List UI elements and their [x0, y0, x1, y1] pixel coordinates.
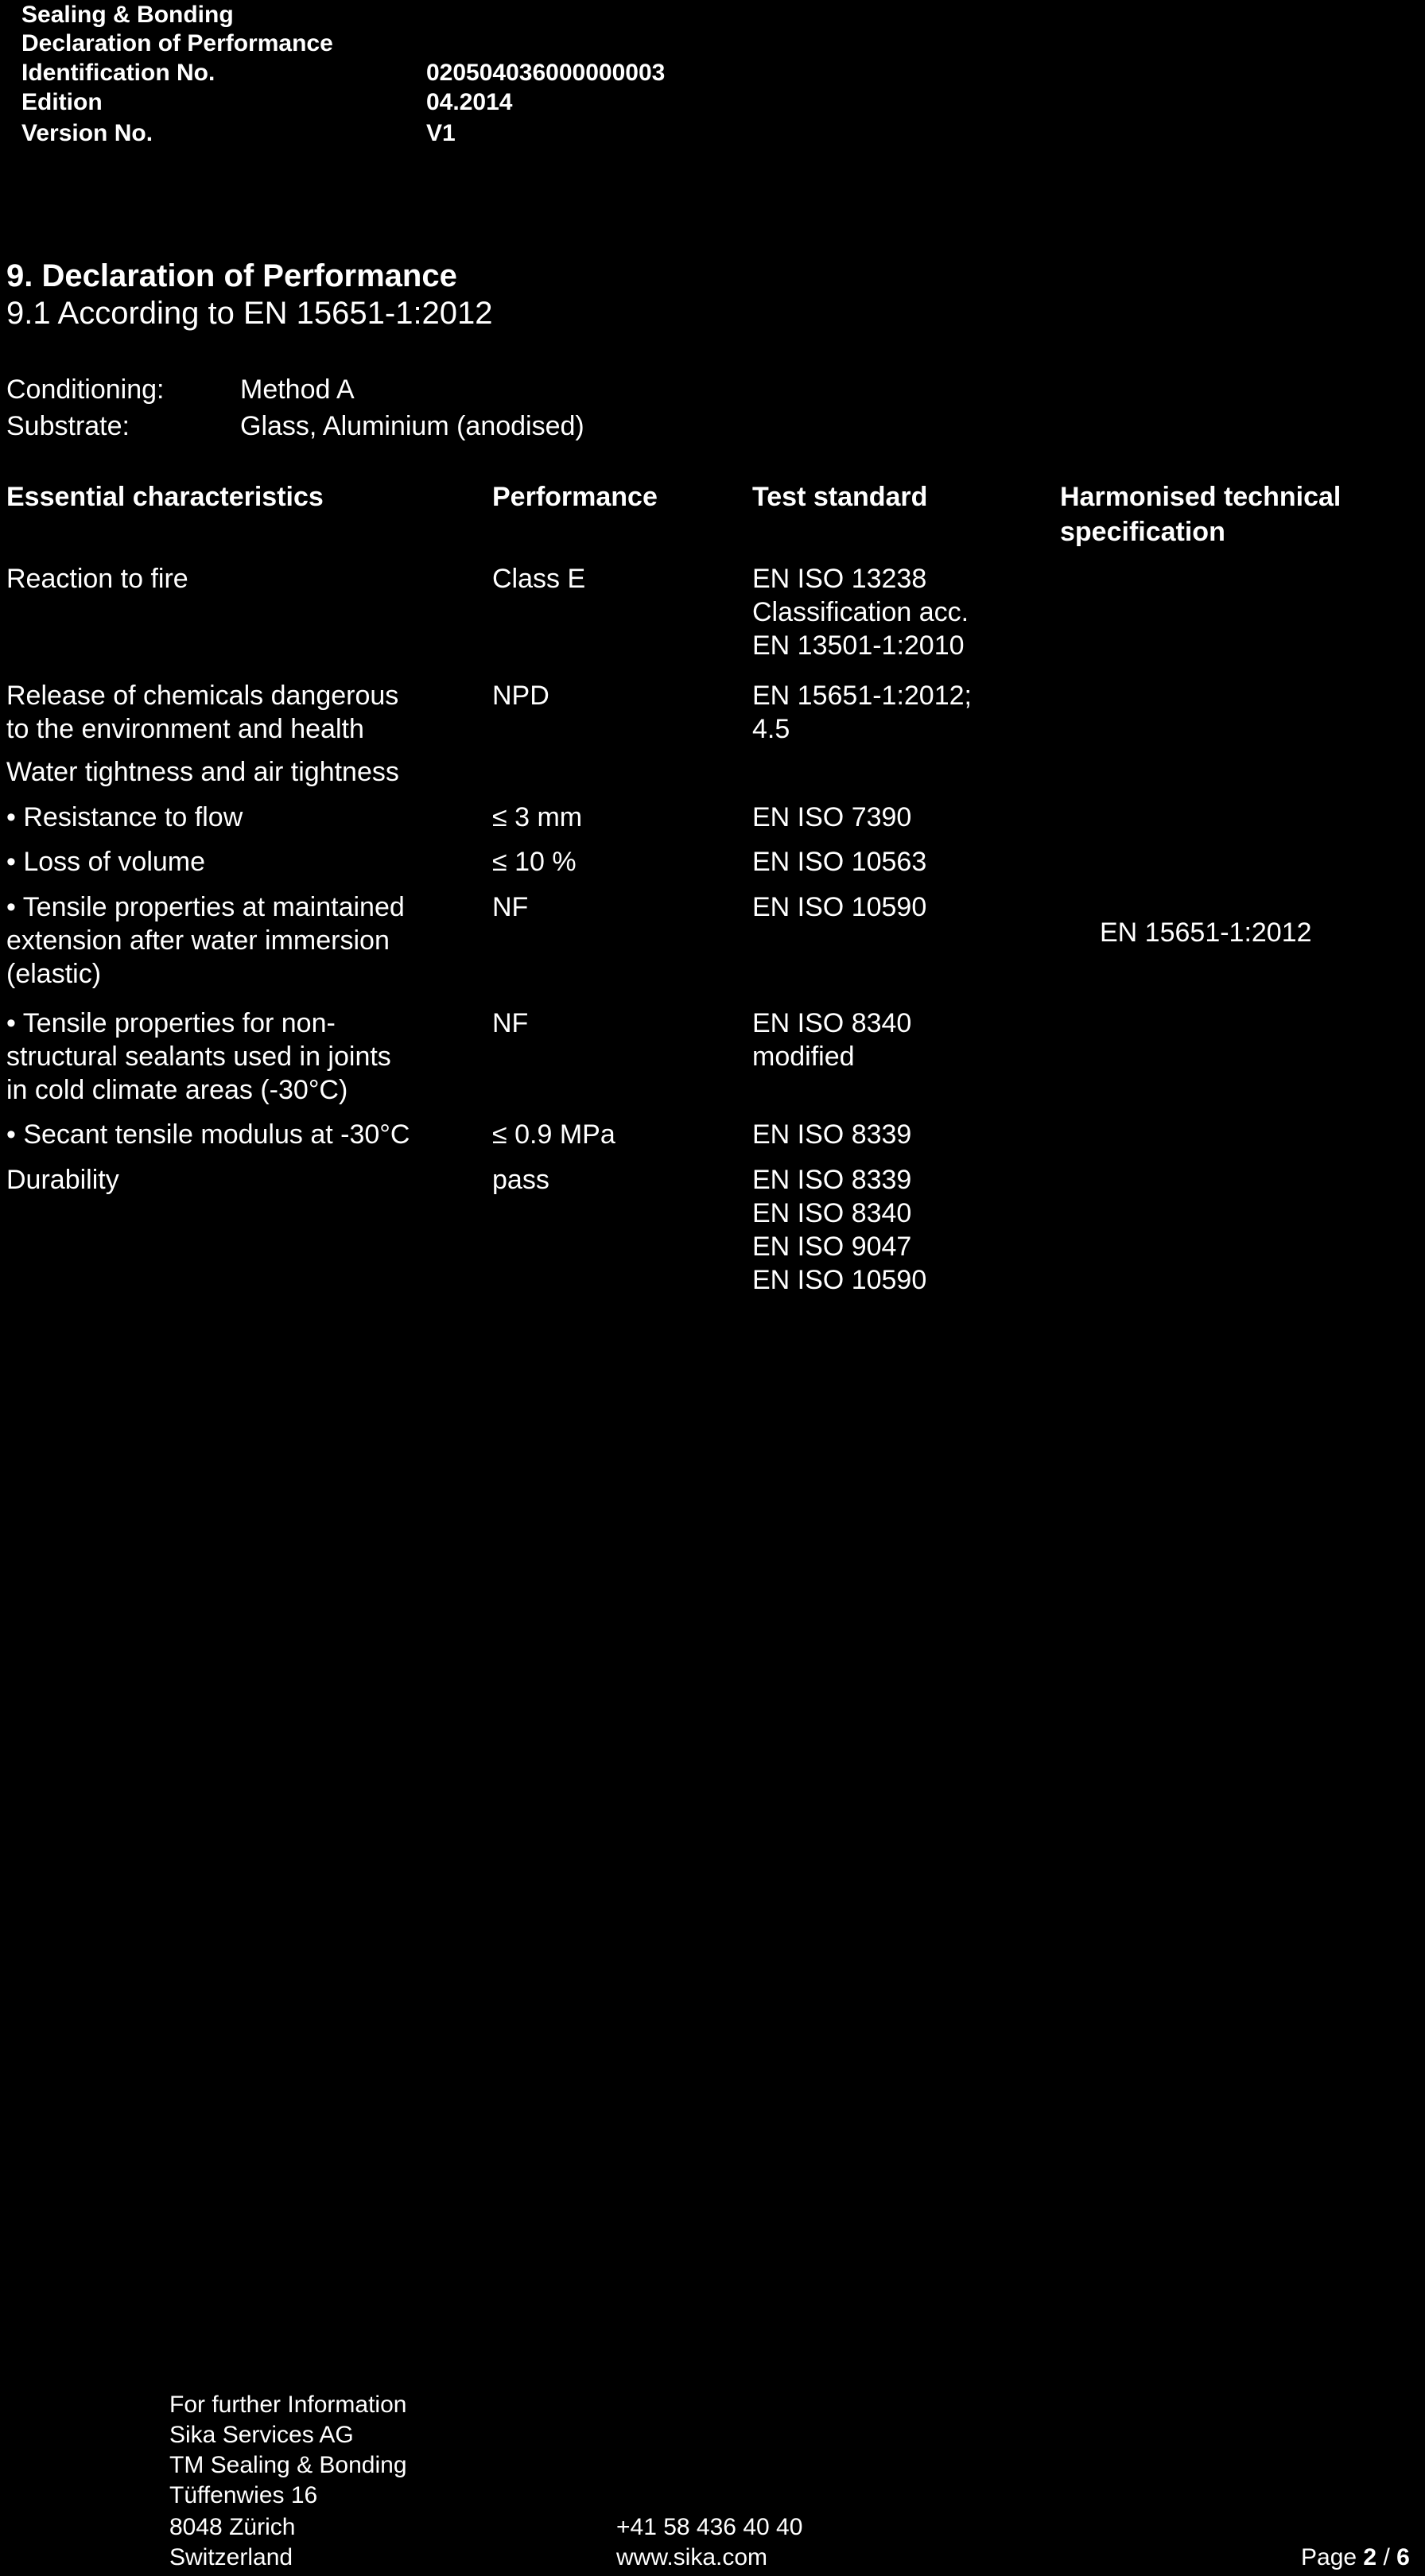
col-header-performance: Performance: [492, 482, 658, 512]
characteristic-line: • Tensile properties for non-: [6, 1008, 336, 1038]
test-standard-line: EN 15651-1:2012;: [752, 681, 972, 711]
performance-value: ≤ 10 %: [492, 847, 577, 877]
col-header-harmonised-line1: Harmonised technical: [1060, 482, 1342, 512]
characteristic-line: • Loss of volume: [6, 847, 206, 877]
test-standard-line: modified: [752, 1042, 855, 1072]
col-header-characteristics: Essential characteristics: [6, 482, 324, 512]
performance-value: ≤ 0.9 MPa: [492, 1119, 615, 1150]
footer-info-line5: 8048 Zürich: [169, 2514, 296, 2540]
characteristic-line: Durability: [6, 1165, 119, 1195]
characteristic-line: to the environment and health: [6, 714, 364, 744]
characteristic-line: • Resistance to flow: [6, 802, 243, 832]
footer-info-line3: TM Sealing & Bonding: [169, 2452, 407, 2478]
characteristic-line: • Secant tensile modulus at -30°C: [6, 1119, 410, 1150]
footer-info-line1: For further Information: [169, 2392, 407, 2418]
test-standard-line: EN ISO 10563: [752, 847, 927, 877]
characteristic-line: (elastic): [6, 959, 102, 989]
test-standard-line: EN ISO 8340: [752, 1008, 912, 1038]
header-doc-title: Declaration of Performance: [21, 30, 333, 56]
characteristic-line: in cold climate areas (-30°C): [6, 1075, 348, 1105]
col-header-harmonised-line2: specification: [1060, 517, 1225, 547]
header-edition-value: 04.2014: [426, 89, 513, 115]
header-edition-label: Edition: [21, 89, 103, 115]
conditioning-label: Conditioning:: [6, 374, 165, 405]
test-standard-line: EN ISO 13238: [752, 564, 927, 594]
performance-value: NF: [492, 892, 529, 922]
footer-website[interactable]: www.sika.com: [616, 2544, 768, 2570]
test-standard-line: Classification acc.: [752, 597, 969, 627]
page-separator: /: [1383, 2544, 1390, 2570]
characteristic-line: structural sealants used in joints: [6, 1042, 391, 1072]
performance-value: NPD: [492, 681, 549, 711]
page-label: Page: [1301, 2544, 1357, 2570]
header-id-value: 020504036000000003: [426, 60, 666, 86]
test-standard-line: EN ISO 7390: [752, 802, 912, 832]
section-subtitle: 9.1 According to EN 15651-1:2012: [6, 296, 493, 331]
header-version-label: Version No.: [21, 120, 153, 146]
header-id-label: Identification No.: [21, 60, 215, 86]
conditioning-value: Method A: [240, 374, 355, 405]
test-standard-line: EN ISO 8340: [752, 1198, 912, 1228]
substrate-value: Glass, Aluminium (anodised): [240, 411, 584, 441]
footer-info-line6: Switzerland: [169, 2544, 293, 2570]
test-standard-line: EN ISO 10590: [752, 1265, 927, 1295]
page-indicator: [1301, 2543, 1410, 2573]
page-current: 2: [1363, 2544, 1377, 2570]
test-standard-line: EN ISO 9047: [752, 1232, 912, 1262]
test-standard-line: EN 13501-1:2010: [752, 630, 965, 661]
footer-info-line4: Tüffenwies 16: [169, 2482, 318, 2508]
col-header-test-standard: Test standard: [752, 482, 928, 512]
section-title: 9. Declaration of Performance: [6, 258, 457, 293]
header-company: Sealing & Bonding: [21, 2, 234, 28]
performance-value: Class E: [492, 564, 586, 594]
performance-value: pass: [492, 1165, 549, 1195]
performance-value: ≤ 3 mm: [492, 802, 583, 832]
header-version-value: V1: [426, 120, 456, 146]
footer-phone: +41 58 436 40 40: [616, 2514, 803, 2540]
test-standard-line: EN ISO 8339: [752, 1119, 912, 1150]
page-total: 6: [1396, 2544, 1410, 2570]
footer-info-line2: Sika Services AG: [169, 2422, 354, 2448]
test-standard-line: EN ISO 8339: [752, 1165, 912, 1195]
substrate-label: Substrate:: [6, 411, 130, 441]
characteristic-line: extension after water immersion: [6, 925, 390, 956]
performance-value: NF: [492, 1008, 529, 1038]
test-standard-line: EN ISO 10590: [752, 892, 927, 922]
characteristic-line: Water tightness and air tightness: [6, 757, 399, 787]
test-standard-line: 4.5: [752, 714, 790, 744]
characteristic-line: Reaction to fire: [6, 564, 188, 594]
characteristic-line: Release of chemicals dangerous: [6, 681, 399, 711]
characteristic-line: • Tensile properties at maintained: [6, 892, 405, 922]
harmonised-spec-value: EN 15651-1:2012: [1100, 918, 1312, 948]
